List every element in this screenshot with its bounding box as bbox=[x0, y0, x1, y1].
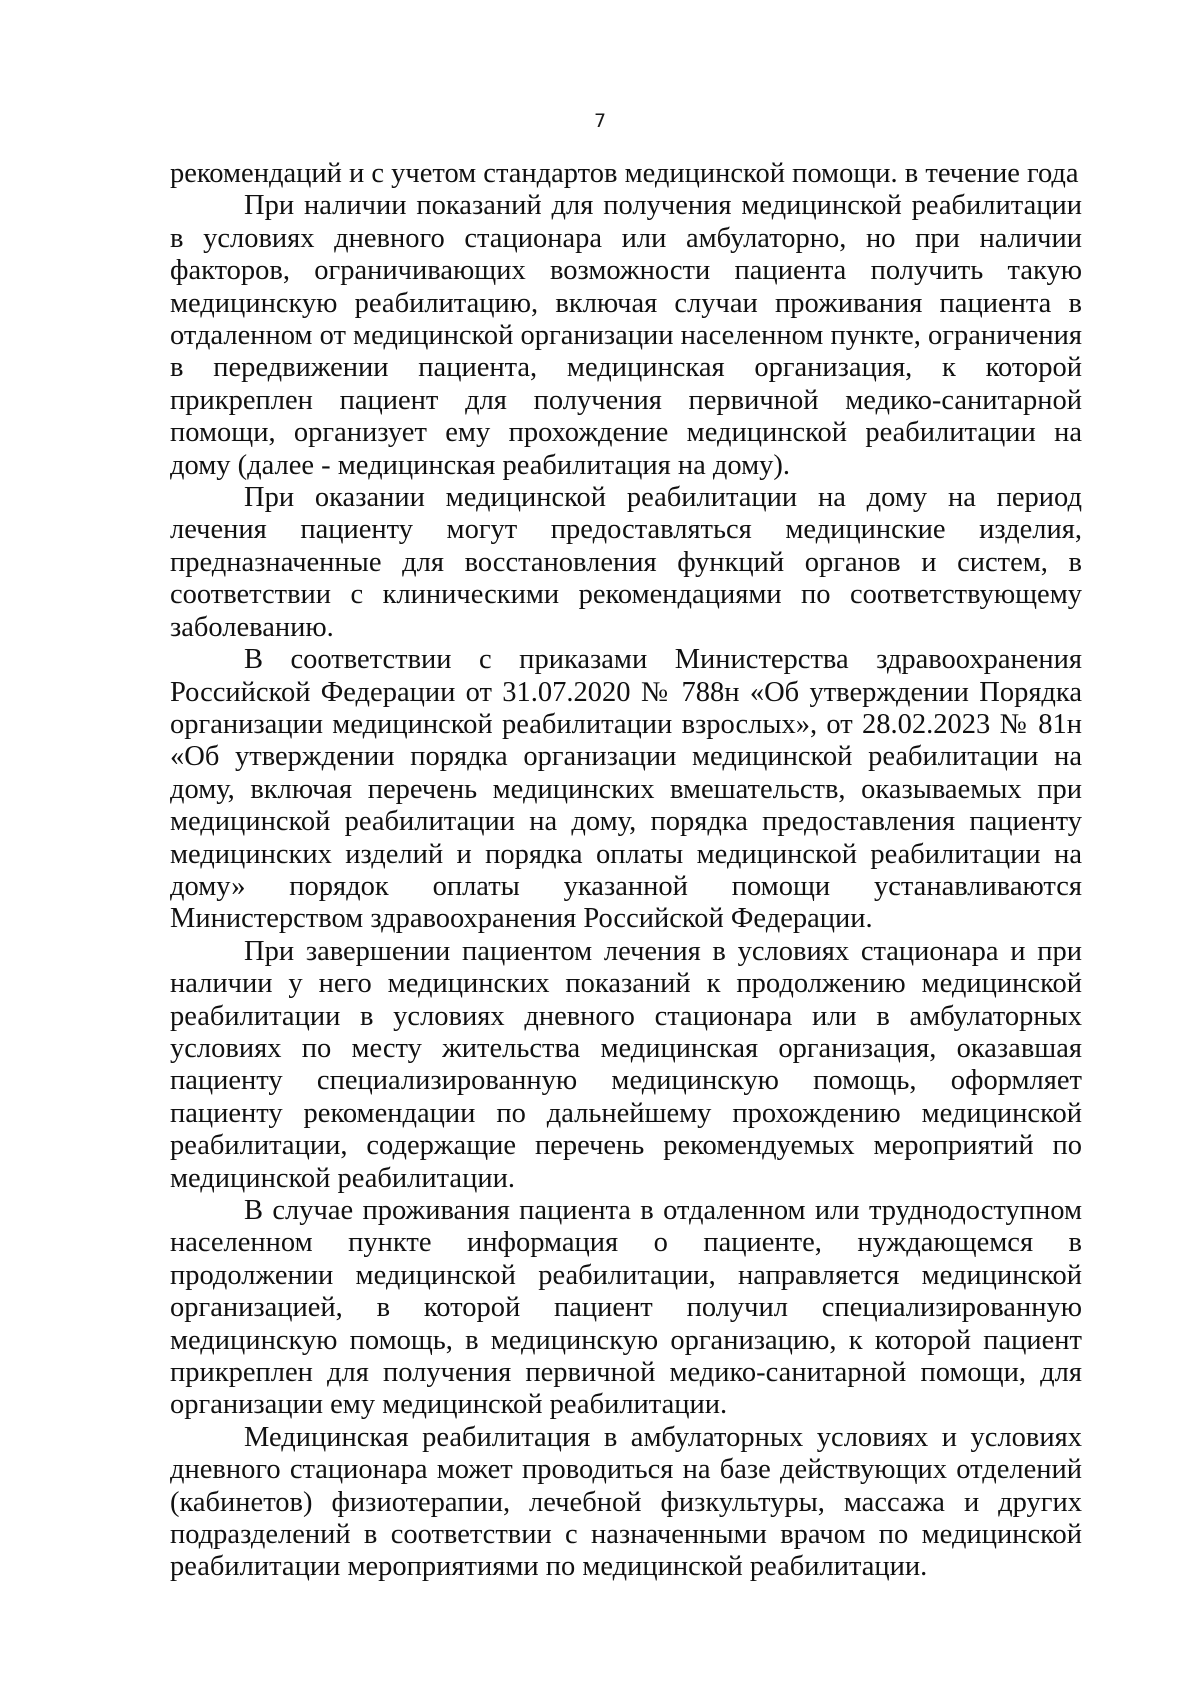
paragraph-ministry-orders: В соответствии с приказами Министерства здравоохранения Российской Федерации от 31.07.2020 № 788н «Об утверждении Порядка организации медицинской реабилитации взрослых», от 28.02.2023 № 81н «Об утверждении порядка организации медицинской реабилитации на дому, включая перечень медицинских вмешательств, оказываемых при медицинской реабилитации на дому, порядка предоставления пациенту медицинских изделий и порядка оплаты медицинской реабилитации на дому» порядок оплаты указанной помощи устанавливаются Министерством здравоохранения Российской Федерации. bbox=[170, 644, 1082, 935]
document-body bbox=[170, 158, 1082, 1584]
page-number: 7 bbox=[593, 110, 607, 132]
paragraph-home-rehabilitation: При наличии показаний для получения медицинской реабилитации в условиях дневного стационара или амбулаторно, но при наличии факторов, ограничивающих возможности пациента получить такую медицинскую реабилитацию, включая случаи проживания пациента в отдаленном от медицинской организации населенном пункте, ограничения в передвижении пациента, медицинская организация, к которой прикреплен пациент для получения первичной медико-санитарной помощи, организует ему прохождение медицинской реабилитации на дому (далее - медицинская реабилитация на дому). bbox=[170, 190, 1082, 481]
paragraph-outpatient-rehabilitation: Медицинская реабилитация в амбулаторных условиях и условиях дневного стационара может проводиться на базе действующих отделений (кабинетов) физиотерапии, лечебной физкультуры, массажа и других подразделений в соответствии с назначенными врачом по медицинской реабилитации мероприятиями по медицинской реабилитации. bbox=[170, 1421, 1082, 1583]
paragraph-medical-devices: При оказании медицинской реабилитации на дому на период лечения пациенту могут предоставляться медицинские изделия, предназначенные для восстановления функций органов и систем, в соответствии с клиническими рекомендациями по соответствующему заболеванию. bbox=[170, 482, 1082, 643]
paragraph-remote-settlement: В случае проживания пациента в отдаленном или труднодоступном населенном пункте информация о пациенте, нуждающемся в продолжении медицинской реабилитации, направляется медицинской организацией, в которой пациент получил специализированную медицинскую помощь, в медицинскую организацию, к которой пациент прикреплен для получения первичной медико-санитарной помощи, для организации ему медицинской реабилитации. bbox=[170, 1195, 1082, 1421]
paragraph-continuation: рекомендаций и с учетом стандартов медицинской помощи. в течение года bbox=[170, 158, 1079, 189]
paragraph-hospital-discharge: При завершении пациентом лечения в условиях стационара и при наличии у него медицинских показаний к продолжению медицинской реабилитации в условиях дневного стационара или в амбулаторных условиях по месту жительства медицинская организация, оказавшая пациенту специализированную медицинскую помощь, оформляет пациенту рекомендации по дальнейшему прохождению медицинской реабилитации, содержащие перечень рекомендуемых мероприятий по медицинской реабилитации. bbox=[170, 935, 1082, 1194]
